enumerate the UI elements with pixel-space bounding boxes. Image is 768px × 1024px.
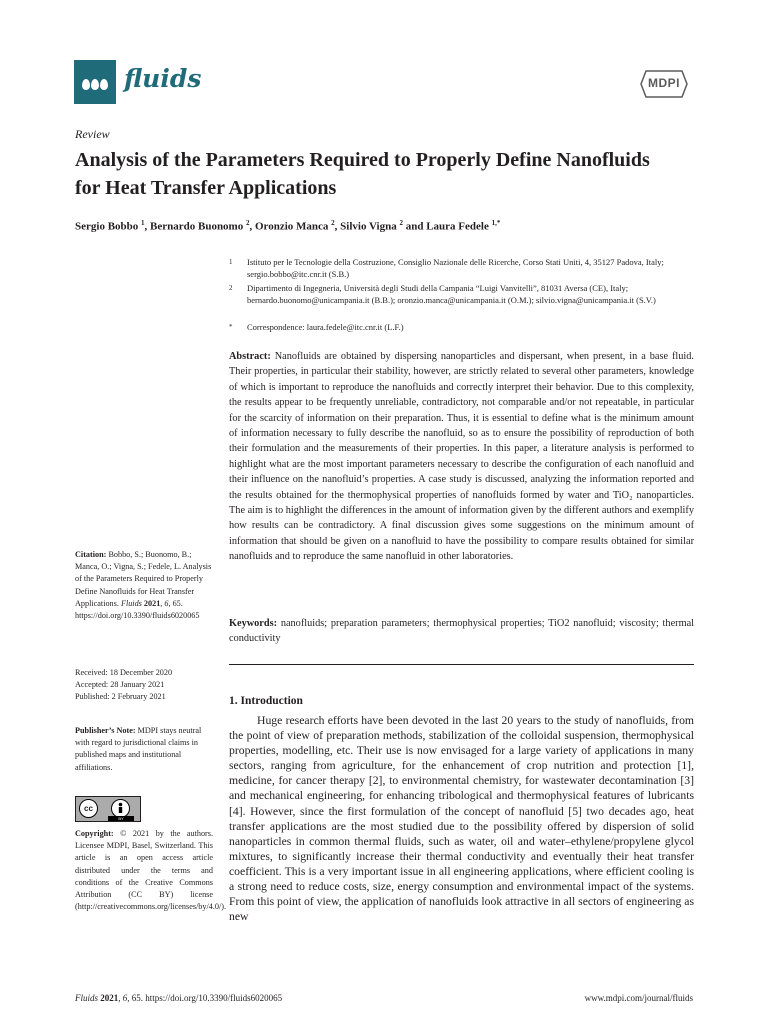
copyright-block xyxy=(75,828,227,913)
affiliation-mark: 2 xyxy=(229,284,233,292)
citation-doi[interactable]: , 65. https://doi.org/10.3390/fluids6020065 xyxy=(75,598,200,621)
affiliation-text: Correspondence: laura.fedele@itc.cnr.it (L.F.) xyxy=(247,322,404,332)
author-affiliation-mark: 2 xyxy=(399,219,403,227)
affiliation-text: Dipartimento di Ingegneria, Università degli Studi della Campania “Luigi Vanvitelli”, 81031 Aversa (CE), Italy; bernardo.buonomo@unicampania.it (B.B.); oronzio.manca@unicampania.it (O.M.); silvio.vigna@unicampania.it (S.V.) xyxy=(247,283,656,305)
affiliation-item xyxy=(229,256,699,280)
body-paragraph: Huge research efforts have been devoted in the last 20 years to the study of nanofluids, from the point of view of preparation methods, stabilization of the colloidal suspension, thermophysical properties, modelling, etc. Their use is now envisaged for a large variety of applications in many sectors, ranging from agriculture, for the enhancement of crop nutrition and protection [1], medicine, for cancer therapy [2], to environmental chemistry, for wastewater decontamination [3] and mechanical engineering, for enhancing tribological and thermophysical features of lubricants [4]. However, since the first formulation of the concept of nanofluid [5] two decades ago, heat transfer applications are the most studied due to the possibility offered by dispersion of solid nanoparticles in common thermal fluids, such as water, oil and water–ethylene/propylene glycol mixtures, to significantly increase their thermal conductivity and eventually their heat transfer coefficient. This is a very important issue in all engineering applications, where efficient cooling is a strong need to reduce costs, size, energy consumption and environmental impact of the systems. From this point of view, the application of nanofluids look attractive in all sectors of engineering as new xyxy=(229,714,695,924)
article-type: Review xyxy=(75,127,110,141)
author-name: Oronzio Manca xyxy=(254,220,329,233)
journal-logo-mark xyxy=(74,60,116,104)
author-name: Laura Fedele xyxy=(426,220,489,233)
cc-by-license-badge[interactable] xyxy=(75,796,141,822)
author-affiliation-mark: 1,* xyxy=(491,219,501,227)
citation-volume: 6 xyxy=(164,598,169,608)
author-affiliation-mark: 1 xyxy=(141,219,145,227)
citation-year: 2021 xyxy=(143,598,161,608)
section-body xyxy=(229,713,694,924)
keywords-text: nanofluids; preparation parameters; thermophysical properties; TiO2 nanofluid; viscosity; thermal conductivity xyxy=(229,618,695,645)
publisher-note xyxy=(75,725,213,774)
author-list: Sergio Bobbo $^1$, Bernardo Buonomo $^2$, Oronzio Manca $^2$, Silvio Vigna $^2$ and Laura Fedele $^{1,*}$ xyxy=(75,219,501,233)
affiliation-item xyxy=(229,282,699,306)
citation-journal: Fluids xyxy=(120,598,142,608)
author-affiliation-mark: 2 xyxy=(245,219,250,227)
dates-block xyxy=(75,667,213,704)
abstract xyxy=(229,349,694,565)
footer-year: 2021 xyxy=(100,993,119,1003)
affiliation-mark: * xyxy=(229,323,233,331)
journal-name: fluids xyxy=(124,64,202,93)
copyright-label: Copyright: xyxy=(75,829,114,838)
footer-journal: Fluids xyxy=(75,993,99,1003)
droplet-icon xyxy=(82,79,90,90)
droplet-icon xyxy=(100,79,108,90)
author-name: Bernardo Buonomo xyxy=(150,220,244,233)
footer-volume: 6 xyxy=(122,993,128,1003)
mdpi-logo xyxy=(640,70,688,98)
keywords-label: Keywords: xyxy=(229,618,278,629)
author-affiliation-mark: 2 xyxy=(331,219,335,227)
author-name: Silvio Vigna xyxy=(340,220,397,233)
abstract-text: Nanofluids are obtained by dispersing nanoparticles and dispersant, when present, in a base fluid. Their properties, in particular their stability, however, are strictly related to several other parameters, knowledge of which is important to reproduce the nanofluids and correctly interpret their behavior. Due to this complexity, the results appear to be frequently unreliable, contradictory, not comparable and/or not repeatable, in particular for the scarcity of information on their preparation. Thus, it is essential to define what is the minimum amount of information necessary to fully describe the nanofluid, so as to ensure the possibility of reproduction of both their formulation and the measurements of their properties. In this paper, a literature analysis is performed to highlight what are the most important parameters necessary to describe the configuration of each nanofluid and their influence on the nanofluid’s properties. A case study is discussed, analyzing the information reported and the results obtained for the thermophysical properties of nanofluids formed by water and TiO₂ nanoparticles. The aim is to highlight the differences in the amount of information given by the different authors and exemplify how results can be contradictory. A final discussion gives some suggestions on the minimum amount of information that should be given on a nanofluid to have the possibility to compare results obtained for similar nanofluids and to reproduce the same nanofluid in other laboratories. xyxy=(229,351,695,563)
article-title: Analysis of the Parameters Required to Properly Define Nanofluids for Heat Transfer Applications xyxy=(75,149,650,199)
abstract-label: Abstract: xyxy=(229,351,271,362)
mdpi-logo-text: MDPI xyxy=(648,76,680,90)
citation-label: Citation: xyxy=(75,550,107,559)
accepted-date: Accepted: 28 January 2021 xyxy=(75,680,165,690)
affiliation-item xyxy=(229,321,699,333)
droplet-icon xyxy=(91,79,99,90)
footer-doi[interactable]: , 65. https://doi.org/10.3390/fluids6020065 xyxy=(127,993,283,1003)
citation-block: Citation: Bobbo, S.; Buonomo, B.; Manca, O.; Vigna, S.; Fedele, L. Analysis of the Parameters Required to Properly Define Nanofluids for Heat Transfer Applications. Fluids 2021, 6, 65. https://doi.org/10.3390/fluids6020065 xyxy=(75,550,212,621)
affiliation-text: Istituto per le Tecnologie della Costruzione, Consiglio Nazionale delle Ricerche, Corso Stati Uniti, 4, 35127 Padova, Italy; sergio.bobbo@itc.cnr.it (S.B.) xyxy=(247,257,664,279)
footer-citation: Fluids 2021, 6, 65. https://doi.org/10.3390/fluids6020065 xyxy=(75,993,283,1003)
section-heading: 1. Introduction xyxy=(229,695,303,707)
section-divider xyxy=(229,664,694,665)
cc-icon: cc xyxy=(79,799,98,818)
cc-by-label: BY xyxy=(108,816,134,821)
published-date: Published: 2 February 2021 xyxy=(75,692,166,702)
footer-journal-url[interactable]: www.mdpi.com/journal/fluids xyxy=(584,993,693,1003)
received-date: Received: 18 December 2020 xyxy=(75,668,173,677)
publisher-note-label: Publisher’s Note: xyxy=(75,726,136,735)
publisher-note-text: MDPI stays neutral with regard to jurisdictional claims in published maps and institutional affiliations. xyxy=(75,726,202,772)
keywords xyxy=(229,616,694,647)
citation-text: Bobbo, S.; Buonomo, B.; Manca, O.; Vigna, S.; Fedele, L. Analysis of the Parameters Required to Properly Define Nanofluids for Heat Transfer Applications. xyxy=(75,550,212,608)
affiliation-mark: 1 xyxy=(229,258,233,266)
author-name: Sergio Bobbo xyxy=(75,220,139,233)
copyright-text: © 2021 by the authors. Licensee MDPI, Basel, Switzerland. This article is an open access article distributed under the terms and conditions of the Creative Commons Attribution (CC BY) license (http://creativecommons.org/licenses/by/4.0/). xyxy=(75,829,227,912)
